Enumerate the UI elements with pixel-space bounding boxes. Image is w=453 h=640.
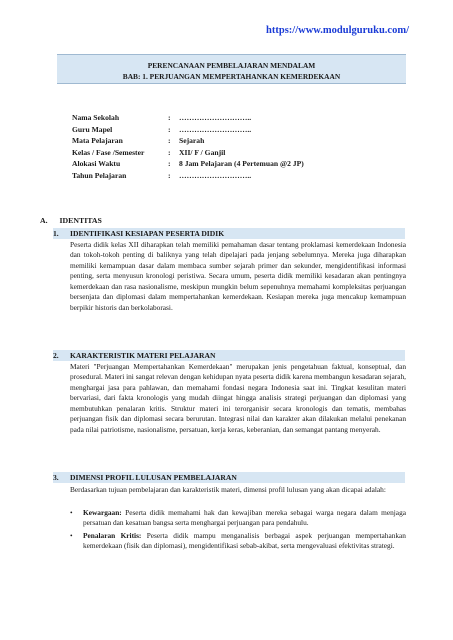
info-label: Guru Mapel bbox=[72, 124, 113, 134]
chapter-title: BAB: 1. PERJUANGAN MEMPERTAHANKAN KEMERDEKAAN bbox=[122, 72, 341, 81]
section-a-heading bbox=[40, 216, 102, 225]
info-value: ……………………….. bbox=[179, 124, 252, 134]
identity-info-table bbox=[72, 112, 304, 182]
info-colon: : bbox=[168, 124, 171, 134]
info-label: Nama Sekolah bbox=[72, 113, 120, 122]
info-label: Kelas / Fase /Semester bbox=[72, 147, 145, 157]
info-value: ……………………….. bbox=[179, 113, 252, 122]
subsection-paragraph-3: Berdasarkan tujuan pembelajaran dan karakteristik materi, dimensi profil lulusan yang akan dicapai adalah: bbox=[70, 485, 386, 494]
subsection-number: 1. bbox=[53, 229, 59, 238]
list-item-text: Peserta didik memahami hak dan kewajiban mereka sebagai warga negara dalam menjaga persatuan dan kesatuan bangsa serta menghargai perjuangan para pendahulu. bbox=[83, 508, 406, 528]
subsection-title: IDENTIFIKASI KESIAPAN PESERTA DIDIK bbox=[70, 229, 225, 238]
list-item-heading: Penalaran Kritis: bbox=[83, 530, 142, 540]
subsection-heading-2 bbox=[53, 350, 405, 361]
subsection-title: KARAKTERISTIK MATERI PELAJARAN bbox=[70, 351, 216, 360]
section-title: IDENTITAS bbox=[59, 216, 102, 225]
website-url[interactable]: https://www.modulguruku.com/ bbox=[266, 25, 409, 36]
subsection-title: DIMENSI PROFIL LULUSAN PEMBELAJARAN bbox=[70, 473, 237, 482]
list-item bbox=[70, 531, 406, 552]
info-row bbox=[72, 147, 304, 159]
subsection-number: 2. bbox=[53, 351, 59, 360]
info-value: XII/ F / Ganjil bbox=[179, 147, 226, 157]
info-row bbox=[72, 135, 304, 147]
info-label: Alokasi Waktu bbox=[72, 159, 121, 169]
info-colon: : bbox=[168, 170, 171, 180]
info-value: ……………………….. bbox=[179, 170, 252, 180]
profile-dimension-list bbox=[70, 508, 406, 554]
info-value: 8 Jam Pelajaran (4 Pertemuan @2 JP) bbox=[179, 159, 304, 169]
info-row bbox=[72, 124, 304, 136]
info-colon: : bbox=[168, 159, 171, 169]
info-colon: : bbox=[168, 136, 171, 146]
document-title-box bbox=[57, 54, 406, 84]
bullet-icon: • bbox=[70, 530, 73, 540]
info-row bbox=[72, 112, 304, 124]
list-item bbox=[70, 508, 406, 529]
info-row bbox=[72, 158, 304, 170]
info-colon: : bbox=[168, 113, 171, 122]
info-label: Tahun Pelajaran bbox=[72, 170, 127, 180]
section-letter: A. bbox=[40, 216, 48, 225]
subsection-number: 3. bbox=[53, 473, 59, 482]
subsection-heading-3 bbox=[53, 472, 405, 483]
document-title: PERENCANAAN PEMBELAJARAN MENDALAM bbox=[147, 61, 316, 70]
subsection-paragraph-1: Peserta didik kelas XII diharapkan telah memiliki pemahaman dasar tentang proklamasi kemerdekaan Indonesia dan tokoh-tokoh penting di baliknya yang telah dipelajari pada jenjang sebelumnya. Mereka juga diharapkan memiliki kemampuan dasar dalam membaca sumber sejarah primer dan sekunder, mengidentifikasi informasi penting, serta menyusun kronologi peristiwa. Secara umum, peserta didik memiliki kesadaran akan pentingnya kemerdekaan dan rasa nasionalisme, meskipun mungkin belum sepenuhnya memahami kompleksitas perjuangan bersenjata dan diplomasi dalam mempertahankan kemerdekaan. Kesiapan mereka juga mencakup kemampuan berpikir historis dan berkolaborasi. bbox=[70, 240, 406, 312]
info-row bbox=[72, 170, 304, 182]
bullet-icon: • bbox=[70, 508, 73, 517]
list-item-text: Peserta didik mampu menganalisis berbagai aspek perjuangan mempertahankan kemerdekaan (fisik dan diplomasi), mengidentifikasi sebab-akibat, serta mengevaluasi efektivitas strategi. bbox=[83, 530, 406, 551]
info-label: Mata Pelajaran bbox=[72, 136, 123, 146]
info-colon: : bbox=[168, 147, 171, 157]
subsection-heading-1 bbox=[53, 228, 405, 239]
list-item-heading: Kewargaan: bbox=[83, 508, 122, 517]
subsection-paragraph-2: Materi "Perjuangan Mempertahankan Kemerdekaan" merupakan jenis pengetahuan faktual, konseptual, dan prosedural. Materi ini sangat relevan dengan kehidupan nyata peserta didik karena membangun kesadaran sejarah, menghargai jasa para pahlawan, dan memahami fondasi negara Indonesia saat ini. Tingkat kesulitan materi bervariasi, dari fakta kronologis yang mudah diingat hingga analisis strategi perjuangan dan diplomasi yang membutuhkan penalaran kritis. Struktur materi ini terorganisir secara kronologis dan tematis, membahas perjuangan fisik dan diplomasi secara berurutan. Integrasi nilai dan karakter akan dilakukan melalui penekanan pada nilai patriotisme, nasionalisme, persatuan, kerja keras, keberanian, dan semangat pantang menyerah. bbox=[70, 362, 406, 434]
info-value: Sejarah bbox=[179, 136, 205, 146]
